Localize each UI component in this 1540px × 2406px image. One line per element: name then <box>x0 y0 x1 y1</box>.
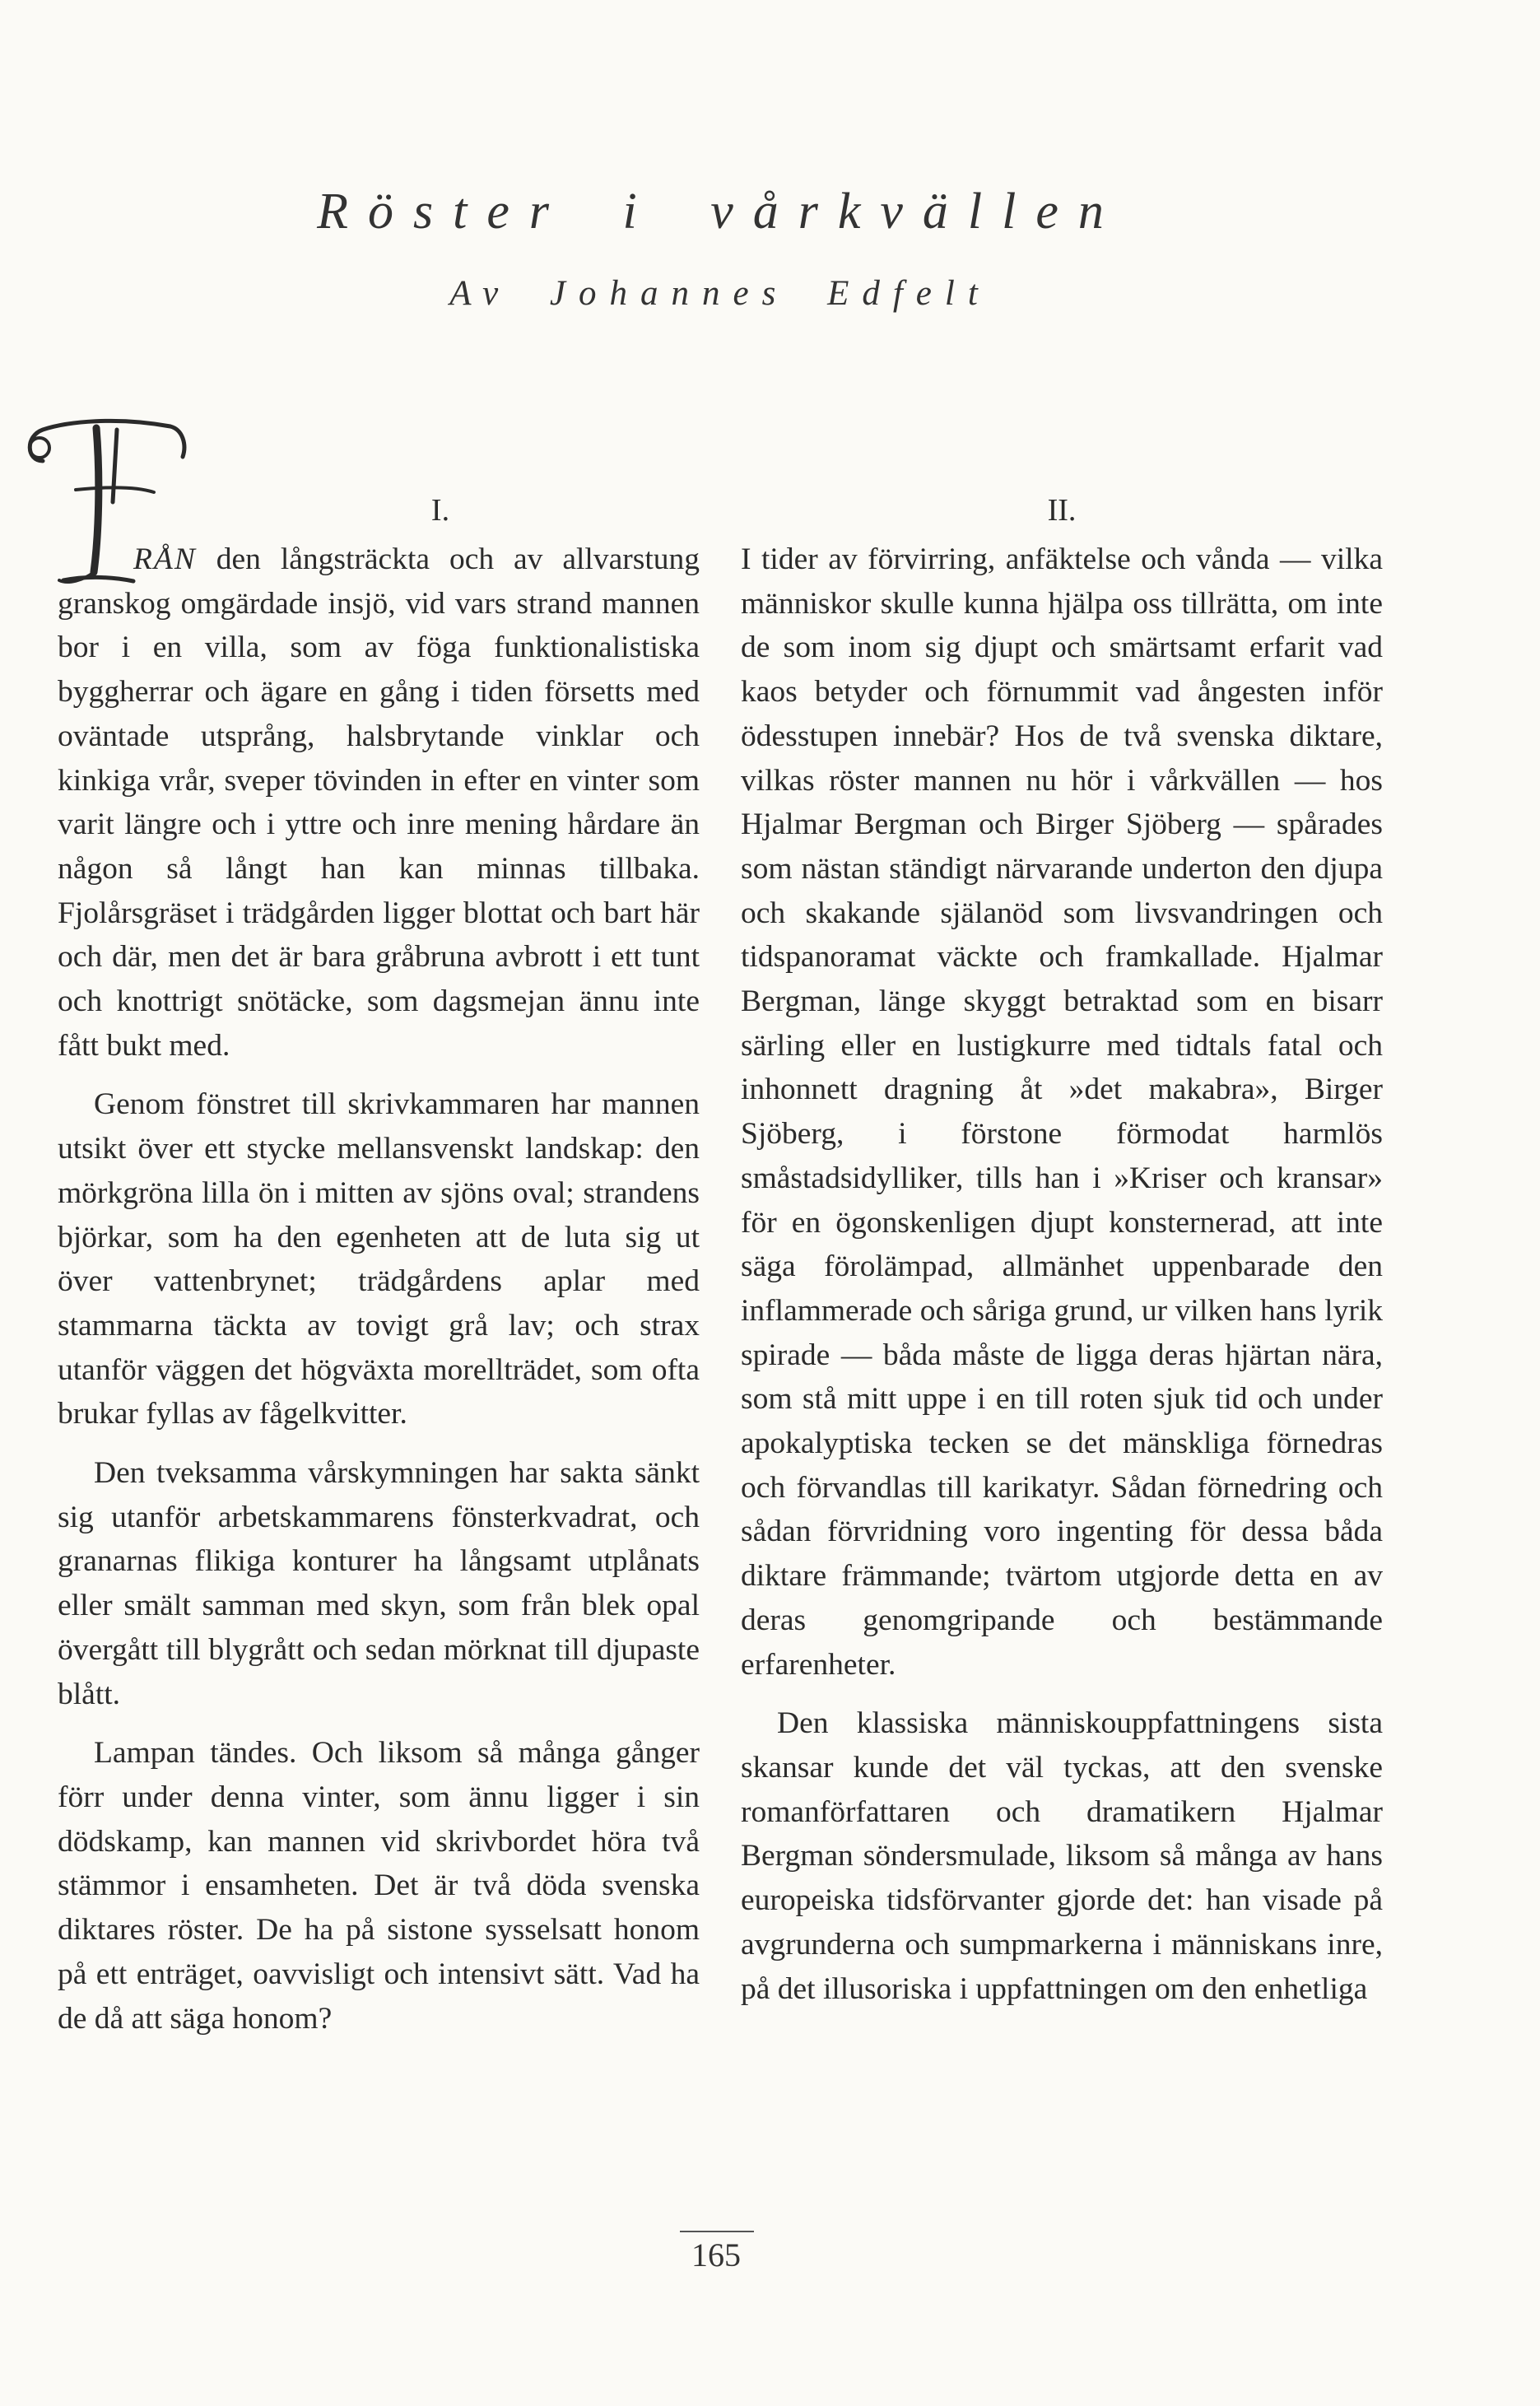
page-number-rule <box>680 2231 754 2232</box>
paragraph: Genom fönstret till skrivkammaren har mannen utsikt över ett stycke mellansvenskt landskap: den mörkgröna lilla ön i mitten av sjöns oval; strandens björkar, som ha den egenheten att de luta sig ut över vattenbrynet; trädgårdens aplar med stammarna täckta av tovigt grå lav; och strax utanför väggen det högväxta morellträdet, som ofta brukar fyllas av fågelkvitter. <box>58 1087 700 1431</box>
initial-word: RÅN <box>133 542 197 576</box>
paragraph: Den klassiska människouppfattningens sista skansar kunde det väl tyckas, att den svenske romanförfattaren och dramatikern Hjalmar Bergman söndersmulade, liksom så många av hans europeiska tidsförvanter gjorde det: han visade på avgrunderna och sumpmarkerna i människans inre, på det illusoriska i uppfattningen om den enhetliga <box>741 1706 1383 2006</box>
paragraph-text: den långsträckta och av allvarstung granskog omgärdade insjö, vid vars strand mannen bor i en villa, som av föga funktionalistiska byggherrar och ägare en gång i tiden försetts med oväntade utsprång, halsbrytande vinklar och kinkiga vrår, sveper tövinden in efter en vinter som varit längre och i yttre och inre mening hårdare än någon så långt han kan minnas tillbaka. Fjolårsgräset i trädgården ligger blottat och bart här och där, men det är bara gråbruna avbrott i ett tunt och knottrigt snötäcke, som dagsmejan ännu inte fått bukt med. <box>58 542 700 1063</box>
section-number: I. <box>430 493 450 528</box>
paragraph: I tider av förvirring, anfäktelse och vånda — vilka människor skulle kunna hjälpa oss tillrätta, om inte de som inom sig djupt och smärtsamt erfarit vad kaos betyder och förnummit vad ångesten inför ödesstupen innebär? Hos de två svenska diktare, vilkas röster mannen nu hör i vårkvällen — hos Hjalmar Bergman och Birger Sjöberg — spårades som nästan ständigt närvarande underton den djupa och skakande själanöd som livsvandringen och tidspanoramat väckte och framkallade. Hjalmar Bergman, länge skyggt betraktad som en bisarr särling eller en lustigkurre med tidtals fatal och inhonnett dragning åt »det makabra», Birger Sjöberg, i förstone förmodat harmlös småstadsidylliker, tills han i »Kriser och kransar» för en ögonskenligen djupt konsternerad, att inte säga förolämpad, allmänhet uppenbarade den inflammerade och såriga grund, ur vilken hans lyrik spirade — båda måste de ligga deras hjärtan nära, som stå mitt uppe i en till roten sjuk tid och under apokalyptiska tecken se det mänskliga förnedras och förvandlas till karikatyr. Sådan förnedring och sådan förvridning voro ingenting för dessa båda diktare främmande; tvärtom utgjorde detta en av deras genomgripande och bestämmande erfarenheter. <box>741 542 1383 1682</box>
paragraph <box>58 538 700 1068</box>
article-title: Röster i vårkvällen <box>317 184 1124 240</box>
article-byline: Av Johannes Edfelt <box>449 274 991 313</box>
page-number: 165 <box>691 2236 741 2273</box>
right-column <box>741 490 1383 2026</box>
left-column <box>58 490 700 2055</box>
section-number: II. <box>1047 493 1077 528</box>
paragraph: Den tveksamma vårskymningen har sakta sänkt sig utanför arbetskammarens fönsterkvadrat, och granarnas flikiga konturer ha långsamt utplånats eller smält samman med skyn, som från blek opal övergått till blygrått och sedan mörknat till djupaste blått. <box>58 1456 700 1711</box>
paragraph: Lampan tändes. Och liksom så många gånger förr under denna vinter, som ännu ligger i sin dödskamp, kan mannen vid skrivbordet höra två stämmor i ensamheten. Det är två döda svenska diktares röster. De ha på sistone sysselsatt honom på ett enträget, oavvisligt och intensivt sätt. Vad ha de då att säga honom? <box>58 1736 700 2036</box>
